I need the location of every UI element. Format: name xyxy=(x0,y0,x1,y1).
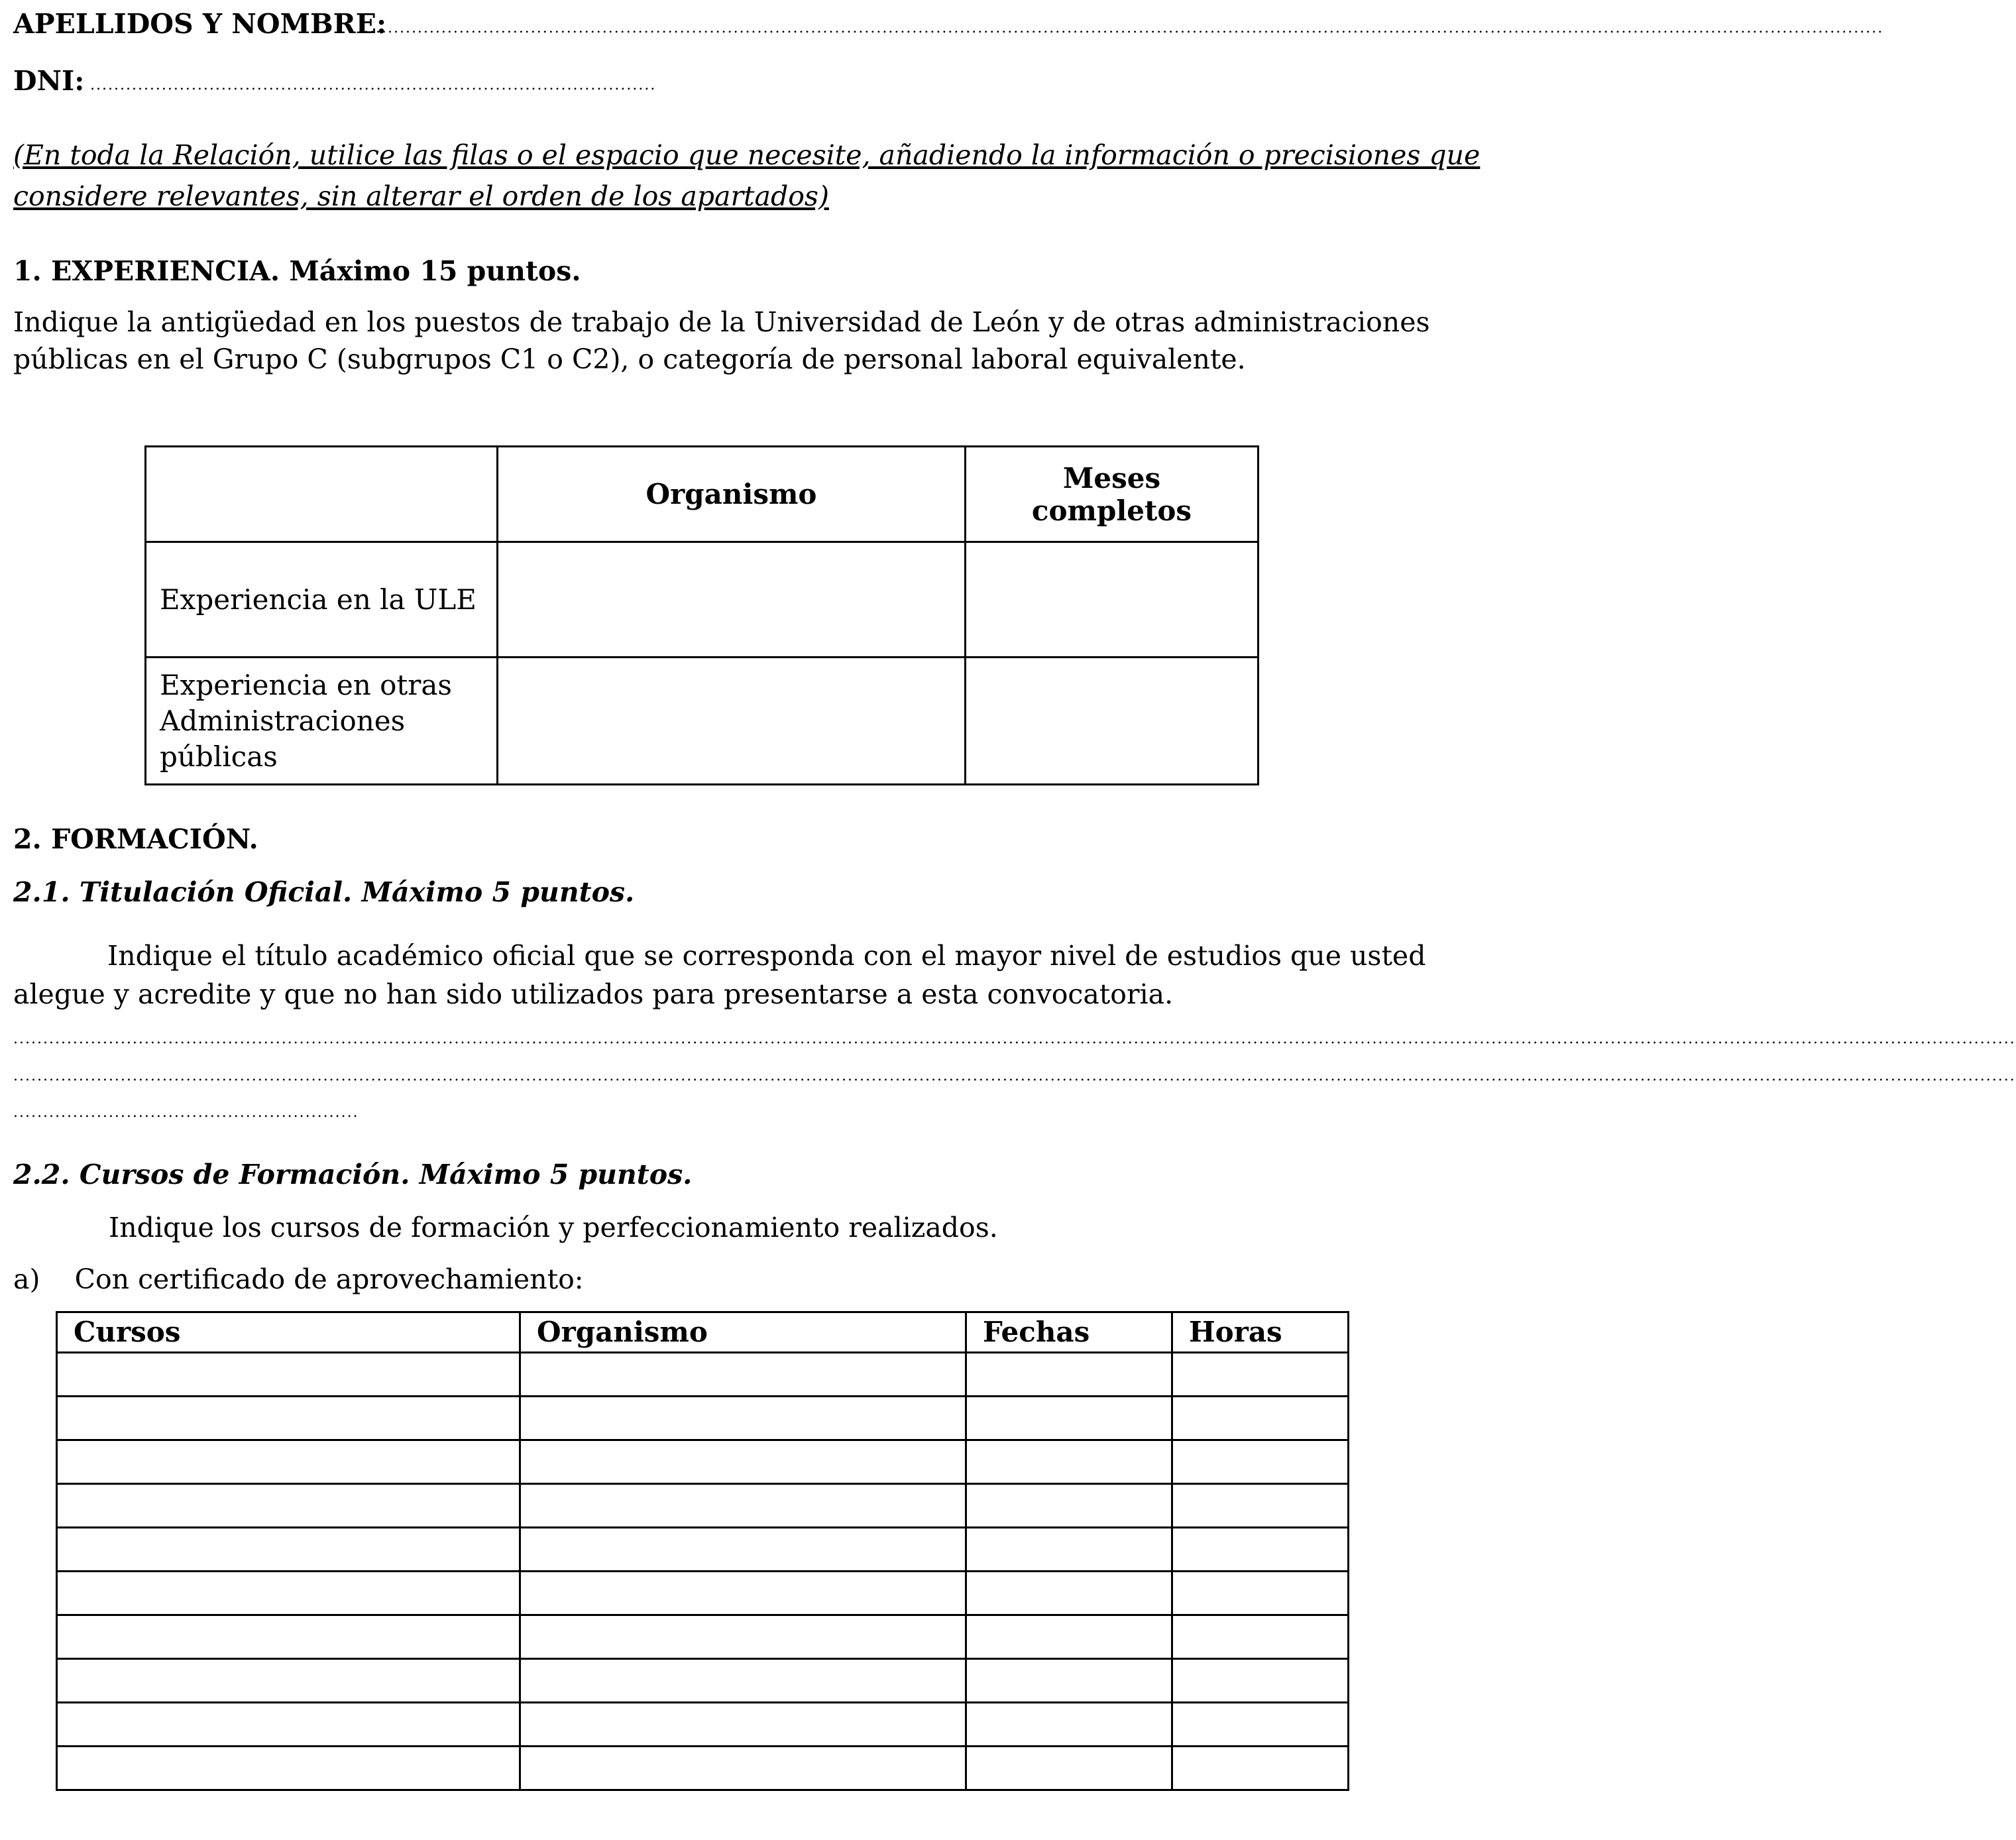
horas-cell[interactable] xyxy=(1172,1528,1349,1572)
fechas-cell[interactable] xyxy=(966,1659,1172,1703)
fechas-cell[interactable] xyxy=(966,1572,1172,1615)
cursos-cell[interactable] xyxy=(57,1484,520,1528)
titulacion-answer-line-3[interactable]: .......................................................... xyxy=(13,1104,359,1121)
meses-cell[interactable] xyxy=(966,658,1259,785)
fechas-cell[interactable] xyxy=(966,1397,1172,1440)
table-row xyxy=(57,1572,1349,1615)
cursos-cell[interactable] xyxy=(57,1353,520,1397)
header-fechas: Fechas xyxy=(966,1312,1172,1353)
organismo-cell[interactable] xyxy=(520,1615,966,1659)
row-label-ule xyxy=(146,542,498,658)
horas-cell[interactable] xyxy=(1172,1659,1349,1703)
cursos-cell[interactable] xyxy=(57,1703,520,1747)
table-row xyxy=(57,1747,1349,1790)
organismo-cell[interactable] xyxy=(498,658,966,785)
horas-cell[interactable] xyxy=(1172,1703,1349,1747)
organismo-cell[interactable] xyxy=(520,1440,966,1484)
table-row xyxy=(57,1440,1349,1484)
fechas-cell[interactable] xyxy=(966,1747,1172,1790)
header-cursos: Cursos xyxy=(57,1312,520,1353)
table-row xyxy=(57,1353,1349,1397)
titulacion-answer-line-1[interactable]: ................................................................................................................................................................................................................................................................................................................................................ xyxy=(13,1031,2016,1047)
section-1-desc-line-2: públicas en el Grupo C (subgrupos C1 o C2), o categoría de personal laboral equivalente. xyxy=(13,343,1246,375)
row-label-line: Experiencia en otras xyxy=(160,668,452,701)
section-2-1-desc-line-1: Indique el título académico oficial que se corresponda con el mayor nivel de estudios que usted xyxy=(107,940,1426,972)
table-row xyxy=(146,542,1259,658)
organismo-cell[interactable] xyxy=(520,1484,966,1528)
cursos-cell[interactable] xyxy=(57,1747,520,1790)
name-label: APELLIDOS Y NOMBRE: xyxy=(13,8,387,40)
row-label-line: públicas xyxy=(160,740,278,773)
experience-table xyxy=(144,445,1259,785)
horas-cell[interactable] xyxy=(1172,1572,1349,1615)
header-organismo: Organismo xyxy=(498,447,966,542)
section-2-1-desc-line-2: alegue y acredite y que no han sido utilizados para presentarse a esta convocatoria. xyxy=(13,978,1174,1010)
table-header-row xyxy=(57,1312,1349,1353)
dni-label: DNI: xyxy=(13,65,85,97)
header-meses: Meses completos xyxy=(966,447,1259,542)
titulacion-answer-line-2[interactable]: ................................................................................................................................................................................................................................................................................................................................................ xyxy=(13,1068,2016,1084)
courses-table xyxy=(56,1311,1349,1791)
row-label-line: Administraciones xyxy=(160,704,406,737)
section-2-title: 2. FORMACIÓN. xyxy=(13,823,258,855)
fechas-cell[interactable] xyxy=(966,1703,1172,1747)
organismo-cell[interactable] xyxy=(520,1397,966,1440)
fechas-cell[interactable] xyxy=(966,1440,1172,1484)
organismo-cell[interactable] xyxy=(520,1353,966,1397)
fechas-cell[interactable] xyxy=(966,1615,1172,1659)
table-row xyxy=(57,1397,1349,1440)
meses-cell[interactable] xyxy=(966,542,1259,658)
organismo-cell[interactable] xyxy=(520,1659,966,1703)
table-row xyxy=(146,658,1259,785)
organismo-cell[interactable] xyxy=(498,542,966,658)
row-label-otras xyxy=(146,658,498,785)
section-1-title: 1. EXPERIENCIA. Máximo 15 puntos. xyxy=(13,255,581,287)
table-row xyxy=(57,1659,1349,1703)
horas-cell[interactable] xyxy=(1172,1353,1349,1397)
table-row xyxy=(57,1484,1349,1528)
header-organismo: Organismo xyxy=(520,1312,966,1353)
section-2-2-desc: Indique los cursos de formación y perfeccionamiento realizados. xyxy=(109,1212,998,1243)
horas-cell[interactable] xyxy=(1172,1440,1349,1484)
organismo-cell[interactable] xyxy=(520,1528,966,1572)
section-2-1-title: 2.1. Titulación Oficial. Máximo 5 puntos. xyxy=(13,876,635,908)
cursos-cell[interactable] xyxy=(57,1440,520,1484)
horas-cell[interactable] xyxy=(1172,1397,1349,1440)
row-label-text: Experiencia en la ULE xyxy=(160,583,476,616)
table-row xyxy=(57,1528,1349,1572)
header-cell-empty xyxy=(146,447,498,542)
table-row xyxy=(57,1615,1349,1659)
horas-cell[interactable] xyxy=(1172,1484,1349,1528)
dni-field[interactable]: ............................................................................................... xyxy=(90,77,657,93)
cursos-cell[interactable] xyxy=(57,1397,520,1440)
cursos-cell[interactable] xyxy=(57,1572,520,1615)
organismo-cell[interactable] xyxy=(520,1747,966,1790)
instructions-line-2: considere relevantes, sin alterar el orden de los apartados) xyxy=(13,180,829,212)
name-field[interactable]: ................................................................................................................................................................................................................................................................ xyxy=(358,20,1884,36)
fechas-cell[interactable] xyxy=(966,1528,1172,1572)
organismo-cell[interactable] xyxy=(520,1572,966,1615)
header-horas: Horas xyxy=(1172,1312,1349,1353)
section-2-2-title: 2.2. Cursos de Formación. Máximo 5 puntos. xyxy=(13,1159,693,1190)
horas-cell[interactable] xyxy=(1172,1747,1349,1790)
organismo-cell[interactable] xyxy=(520,1703,966,1747)
table-header-row xyxy=(146,447,1259,542)
instructions-line-1: (En toda la Relación, utilice las filas o el espacio que necesite, añadiendo la información o precisiones que xyxy=(13,139,1481,171)
fechas-cell[interactable] xyxy=(966,1353,1172,1397)
cursos-cell[interactable] xyxy=(57,1615,520,1659)
section-1-desc-line-1: Indique la antigüedad en los puestos de trabajo de la Universidad de León y de otras administraciones xyxy=(13,306,1430,338)
horas-cell[interactable] xyxy=(1172,1615,1349,1659)
fechas-cell[interactable] xyxy=(966,1484,1172,1528)
table-row xyxy=(57,1703,1349,1747)
cursos-cell[interactable] xyxy=(57,1659,520,1703)
cursos-cell[interactable] xyxy=(57,1528,520,1572)
item-a-label: a) Con certificado de aprovechamiento: xyxy=(13,1263,584,1295)
